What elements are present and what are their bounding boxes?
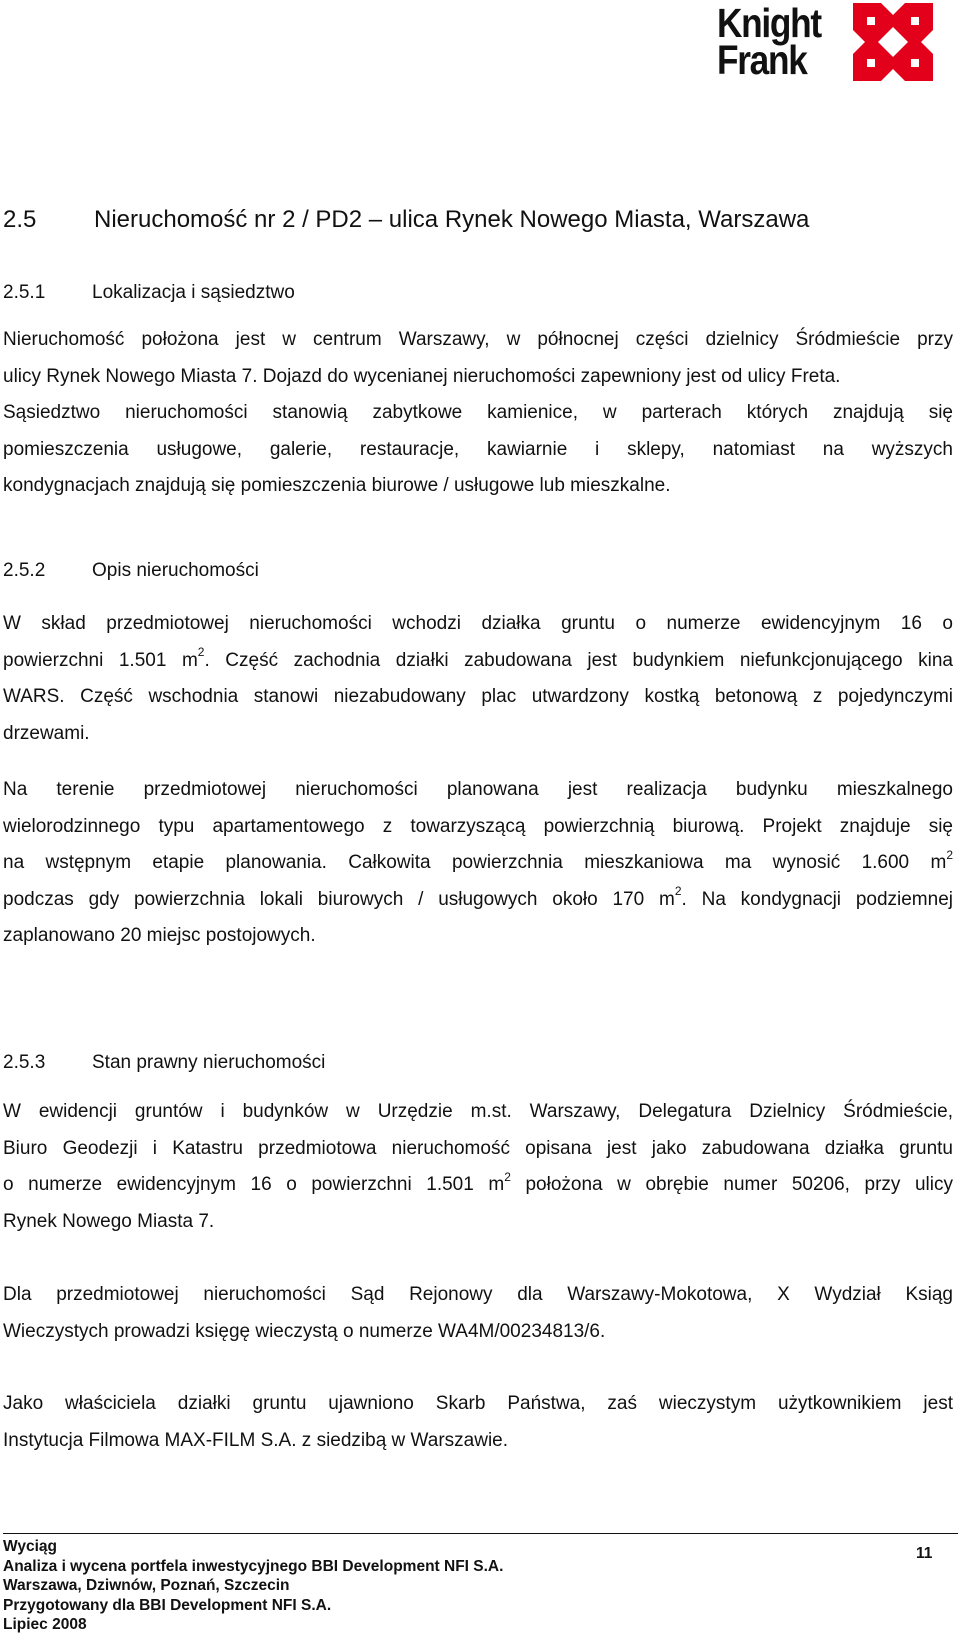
footer-line: Analiza i wycena portfela inwestycyjnego BBI Development NFI S.A. xyxy=(3,1557,504,1575)
footer xyxy=(3,1537,503,1635)
subsection-title: Opis nieruchomości xyxy=(92,560,259,581)
text-line: ulicy Rynek Nowego Miasta 7. Dojazd do wycenianej nieruchomości zapewniony jest od ulicy Freta. xyxy=(3,365,841,387)
paragraph-location xyxy=(3,322,953,505)
footer-line: Warszawa, Dziwnów, Poznań, Szczecin xyxy=(3,1577,290,1594)
paragraph-legal-1 xyxy=(3,1094,953,1240)
text-line: WARS. Część wschodnia stanowi niezabudowany plac utwardzony kostką betonową z pojedynczymi xyxy=(3,686,953,707)
paragraph-legal-3 xyxy=(3,1386,953,1459)
text-line: zaplanowano 20 miejsc postojowych. xyxy=(3,925,316,946)
text-line: Jako właściciela działki gruntu ujawniono Skarb Państwa, zaś wieczystym użytkownikiem jest xyxy=(3,1393,953,1414)
text-line: Instytucja Filmowa MAX-FILM S.A. z siedzibą w Warszawie. xyxy=(3,1429,509,1451)
footer-line: Przygotowany dla BBI Development NFI S.A. xyxy=(3,1596,332,1614)
text-line: podczas gdy powierzchnia lokali biurowych / usługowych około 170 $m^2$. Na kondygnacji podziemnej xyxy=(3,884,953,910)
text-line: Nieruchomość położona jest w centrum Warszawy, w północnej części dzielnicy Śródmieście przy xyxy=(3,329,953,350)
text-line: Sąsiedztwo nieruchomości stanowią zabytkowe kamienice, w parterach których znajdują się xyxy=(3,402,953,423)
text-line: W skład przedmiotowej nieruchomości wchodzi działka gruntu o numerze ewidencyjnym 16 o xyxy=(3,613,953,634)
section-title: Nieruchomość nr 2 / PD2 – ulica Rynek Nowego Miasta, Warszawa xyxy=(94,206,810,233)
text-line: o numerze ewidencyjnym 16 o powierzchni 1.501 $m^2$ położona w obrębie numer 50206, przy ulicy xyxy=(3,1169,953,1195)
footer-line: Lipiec 2008 xyxy=(3,1616,87,1633)
footer-line: Wyciąg xyxy=(3,1538,57,1555)
logo-word-frank: Frank xyxy=(717,37,807,83)
text-line: wielorodzinnego typu apartamentowego z towarzyszącą powierzchnią biurową. Projekt znajduje się xyxy=(3,815,953,837)
section-heading xyxy=(3,205,809,235)
paragraph-description-2 xyxy=(3,772,953,955)
subsection-heading-legal xyxy=(3,1050,325,1076)
subsection-number: 2.5.1 xyxy=(3,282,46,303)
text-line: na wstępnym etapie planowania. Całkowita powierzchnia mieszkaniowa ma wynosić 1.600 $m^2$ xyxy=(3,847,953,873)
text-line: kondygnacjach znajdują się pomieszczenia biurowe / usługowe lub mieszkalne. xyxy=(3,475,671,496)
subsection-heading-location xyxy=(3,280,295,306)
knight-frank-logo xyxy=(717,0,932,83)
page-number: 11 xyxy=(916,1545,933,1562)
subsection-number: 2.5.2 xyxy=(3,560,46,581)
paragraph-description-1 xyxy=(3,606,953,752)
text-line: pomieszczenia usługowe, galerie, restauracje, kawiarnie i sklepy, natomiast na wyższych xyxy=(3,438,953,460)
section-number: 2.5 xyxy=(3,206,37,233)
text-line: Na terenie przedmiotowej nieruchomości planowana jest realizacja budynku mieszkalnego xyxy=(3,779,953,800)
text-line: drzewami. xyxy=(3,722,90,744)
text-line: Wieczystych prowadzi księgę wieczystą o numerze WA4M/00234813/6. xyxy=(3,1320,606,1342)
logo-mark-icon xyxy=(853,3,933,81)
subsection-title: Lokalizacja i sąsiedztwo xyxy=(92,282,295,303)
footer-divider xyxy=(3,1533,958,1534)
text-line: powierzchni 1.501 $m^2$. Część zachodnia działki zabudowana jest budynkiem niefunkcjonującego kina xyxy=(3,645,953,671)
text-line: Rynek Nowego Miasta 7. xyxy=(3,1210,215,1232)
logo-word-knight: Knight xyxy=(717,0,821,46)
text-line: Dla przedmiotowej nieruchomości Sąd Rejonowy dla Warszawy-Mokotowa, X Wydział Ksiąg xyxy=(3,1284,953,1305)
subsection-heading-description xyxy=(3,558,259,584)
text-line: Biuro Geodezji i Katastru przedmiotowa nieruchomość opisana jest jako zabudowana działka gruntu xyxy=(3,1137,953,1159)
subsection-title: Stan prawny nieruchomości xyxy=(92,1052,326,1073)
subsection-number: 2.5.3 xyxy=(3,1052,46,1073)
text-line: W ewidencji gruntów i budynków w Urzędzie m.st. Warszawy, Delegatura Dzielnicy Śródmieście, xyxy=(3,1101,953,1122)
paragraph-legal-2 xyxy=(3,1277,953,1350)
